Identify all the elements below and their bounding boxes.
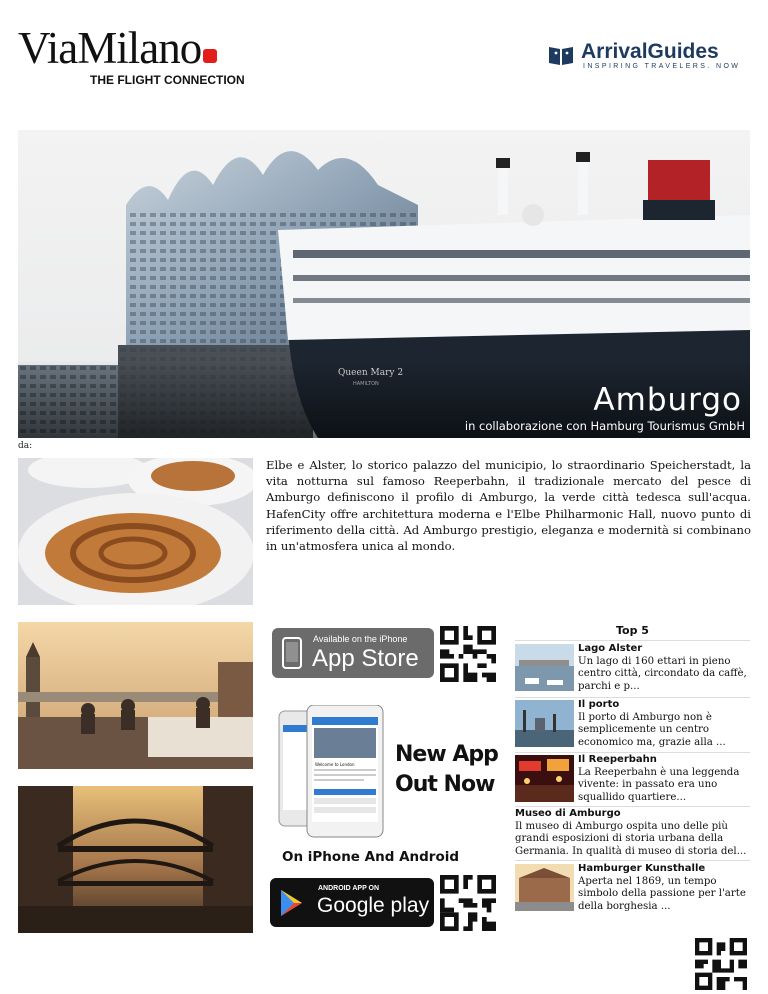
porto-thumbnail[interactable]	[515, 700, 574, 747]
top5-item-title[interactable]: Museo di Amburgo	[515, 808, 621, 819]
harbour-sunset-photo	[18, 622, 253, 769]
hero-subtitle: in collaborazione con Hamburg Tourismus GmbH	[464, 419, 745, 433]
divider	[515, 860, 750, 861]
new-app-heading: New App Out Now	[395, 742, 498, 797]
viamilano-logo: ViaMilano	[18, 28, 217, 68]
google-play-qr-code[interactable]	[438, 875, 498, 931]
top5-item[interactable]	[578, 643, 753, 693]
google-play-big-text: Google play	[317, 894, 430, 917]
app-store-small-text: Available on the iPhone	[313, 634, 408, 644]
arrivalguides-slogan: INSPIRING TRAVELERS. NOW	[583, 63, 741, 70]
hero-image	[18, 130, 750, 438]
top5-item-text: Il porto di Amburgo non è semplicemente un centro economico ma, grazie alla ...	[578, 711, 726, 748]
divider	[515, 806, 750, 807]
page-title: Amburgo	[593, 382, 742, 418]
phones-illustration	[277, 705, 387, 840]
google-play-small-text: ANDROID APP ON	[318, 885, 380, 892]
divider	[515, 640, 750, 641]
app-store-qr-code[interactable]	[438, 626, 498, 682]
top5-item-text: Aperta nel 1869, un tempo simbolo della passione per l'arte della borghesia ...	[578, 875, 746, 912]
top5-item[interactable]	[578, 754, 753, 804]
top5-item-text: Il museo di Amburgo ospita uno delle più grandi esposizioni di storia urbana della Germania. In qualità di museo di storia del...	[515, 820, 747, 857]
arrivalguides-book-icon	[548, 44, 574, 66]
top5-item-title[interactable]: Hamburger Kunsthalle	[578, 863, 706, 874]
phone-welcome-text: Welcome to London	[315, 762, 355, 767]
iphone-icon	[282, 637, 302, 669]
google-play-button[interactable]	[270, 878, 434, 927]
brand-tagline: THE FLIGHT CONNECTION	[90, 73, 245, 87]
cinnamon-bun-photo	[18, 458, 253, 605]
top5-item-title[interactable]: Il Reeperbahn	[578, 754, 657, 765]
top5-item-text: La Reeperbahn è una leggenda vivente: in passato era uno squallido quartiere...	[578, 766, 740, 803]
reeperbahn-thumbnail[interactable]	[515, 755, 574, 802]
arrivalguides-logo: ArrivalGuides	[581, 40, 719, 63]
top5-item-title[interactable]: Lago Alster	[578, 643, 643, 654]
app-store-big-text: App Store	[312, 645, 419, 672]
guide-qr-code[interactable]	[694, 938, 748, 990]
platforms-text: On iPhone And Android	[282, 849, 460, 865]
top5-item-text: Un lago di 160 ettari in pieno centro città, circondato da caffè, parchi e p...	[578, 655, 747, 692]
top5-item[interactable]	[578, 699, 753, 749]
top5-heading: Top 5	[616, 624, 649, 637]
logo-red-square	[203, 49, 217, 63]
google-play-icon	[280, 889, 304, 917]
divider	[515, 752, 750, 753]
top5-item[interactable]	[578, 863, 753, 913]
app-store-button[interactable]	[272, 628, 434, 678]
lago-alster-thumbnail[interactable]	[515, 644, 574, 691]
speicherstadt-bridge-photo	[18, 786, 253, 933]
credit-label: da:	[18, 441, 33, 451]
top5-item[interactable]	[515, 808, 755, 858]
top5-item-title[interactable]: Il porto	[578, 699, 620, 710]
divider	[515, 697, 750, 698]
intro-paragraph: Elbe e Alster, lo storico palazzo del municipio, lo straordinario Speicherstadt, la vita notturna sul famoso Reeperbahn, il tradizionale mercato del pesce di Amburgo definiscono il profilo di Amburgo, la verde città tedesca sull'acqua. HafenCity offre architettura moderna e l'Elbe Philharmonic Hall, nuovo punto di riferimento della città. Ad Amburgo prestigio, eleganza e modernità si combinano in un'atmosfera unica al mondo.	[266, 458, 751, 554]
kunsthalle-thumbnail[interactable]	[515, 864, 574, 911]
